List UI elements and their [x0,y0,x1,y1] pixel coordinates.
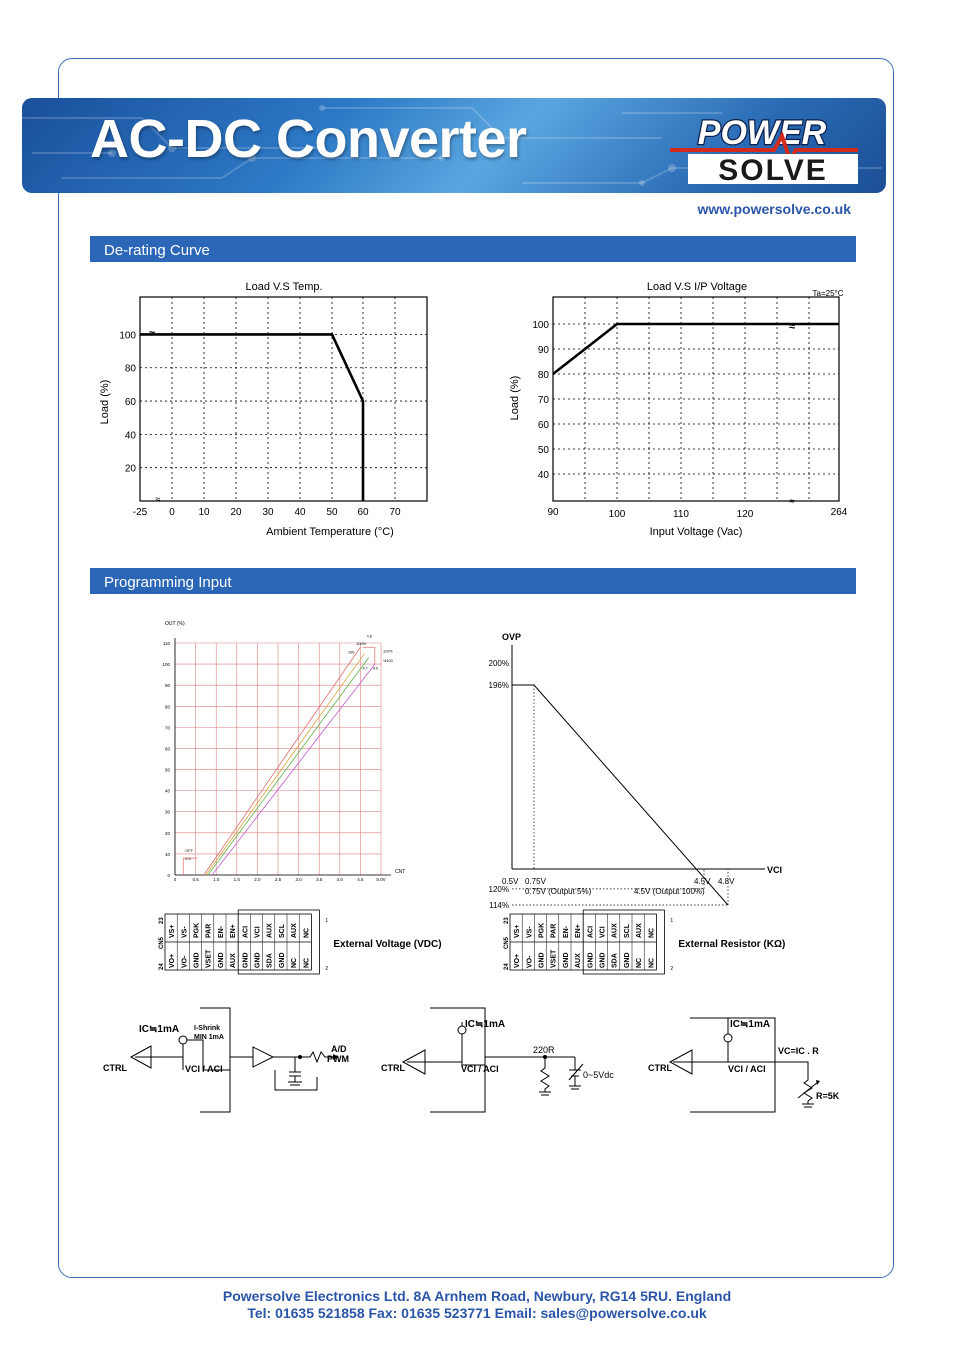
x-axis-label: VCI [767,865,783,875]
pin-label: AUX [611,923,619,938]
connector-external-voltage [155,908,475,978]
x-tick-label: 0.5 [192,877,199,882]
y-tick-label: 90 [537,345,549,356]
circuit-vci-label: VCI / ACI [728,1064,766,1074]
series-line [206,654,368,875]
y-tick-label: 60 [164,746,170,752]
y-tick-label: 60 [537,420,549,431]
y-tick-label: 50 [537,445,549,456]
pin-label: AUX [575,953,583,968]
y-tick-label: 40 [124,430,136,442]
pin-label: VSET [205,949,213,968]
series-line [140,334,363,501]
pin-label: VO- [526,955,534,968]
chart-load-vs-temp [90,270,470,560]
pin-label: AUX [291,923,299,938]
y-tick-label: 120% [488,884,509,894]
x-tick-label: 0 [173,877,177,882]
pin-label: VS+ [169,924,177,938]
x-tick-label: 120 [736,509,754,520]
powersolve-logo [662,108,862,186]
chart-output-vs-control [155,615,415,885]
axis-break-icon: ≈ [148,328,156,340]
logo-bottom-text: SOLVE [718,154,828,187]
x-tick-label: 2.0 [254,877,261,882]
connector-name: CN5 [504,936,510,949]
annotation: OFF [185,848,193,853]
x-tick-label: 4.8V [718,877,735,886]
website-link[interactable]: www.powersolve.co.uk [697,201,851,217]
connector-external-resistor [500,908,820,978]
pin-label: GND [623,952,631,968]
x-tick-label: 110 [673,509,689,520]
pin-label: VO- [181,955,189,968]
x-tick-label: 0 [169,507,175,518]
circuit-vci-label: VCI / ACI [185,1064,223,1074]
pin-label: PAR [550,923,558,938]
axis-break-icon: ≈ [789,496,795,506]
pin-number: 23 [159,917,165,924]
pin-label: VSET [550,949,558,968]
pin-label: EN- [562,925,570,938]
chart-annotation: Ta=25°C [812,289,844,298]
y-tick-label: 40 [164,788,170,794]
pin-label: GND [538,952,546,968]
pin-number: 23 [504,917,510,924]
x-tick-label: 1.0 [213,877,220,882]
x-note: 4.5V (Output 100%) [634,887,705,896]
x-tick-label: 0.5V [502,877,519,886]
x-tick-label: 1.5 [233,877,240,882]
annotation: 4.9 [372,666,379,671]
y-tick-label: 100 [162,662,170,668]
y-tick-label: 20 [164,830,170,836]
pin-label: SCL [623,924,631,938]
x-tick-label: 2.5 [274,877,282,882]
y-tick-label: 70 [537,395,549,406]
series-line [204,647,361,875]
y-tick-label: 100 [532,320,549,331]
pin-label: GND [254,952,262,968]
pin-number: 24 [159,963,165,970]
pin-number: 2 [325,966,329,972]
y-tick-label: 114% [489,901,509,911]
circuit-vci-label: VCI / ACI [461,1064,499,1074]
pin-label: GND [562,952,570,968]
x-axis-label: Input Voltage (Vac) [649,526,743,538]
y-tick-label: 80 [537,370,549,381]
pin-label: PGK [193,922,201,938]
x-axis-label: CNT [395,869,406,875]
circuit-external-resistor [640,1000,860,1120]
chart-load-vs-input-voltage [500,270,860,560]
circuit-ctrl-label: CTRL [103,1063,127,1073]
circuit-ctrl-label: CTRL [648,1063,672,1073]
pin-label: ACI [587,925,595,938]
section-programming-title: Programming Input [90,568,856,594]
pin-label: ACI [242,925,250,938]
y-tick-label: 0 [167,873,170,878]
pin-label: EN- [217,925,225,938]
circuit-voltage-source [375,1000,645,1120]
y-axis-label: Load (%) [99,379,111,425]
pin-label: VO+ [514,953,522,968]
pin-label: AUX [230,953,238,968]
connector-label: External Resistor (KΩ) [678,939,786,950]
pin-label: NC [303,927,311,938]
x-tick-label: 0.75V [525,877,546,886]
pin-label: VCI [599,926,607,938]
y-tick-label: 80 [124,363,136,375]
y-tick-label: 10 [164,851,170,857]
plot-frame [553,297,839,501]
pin-label: VS- [181,926,189,938]
pin-label: VCI [254,926,262,938]
y-axis-label: OUT (%) [165,621,185,627]
chart-title: Load V.S I/P Voltage [646,281,748,293]
y-tick-label: 70 [164,725,170,731]
series-line [512,685,728,905]
annotation: %100 [383,658,393,663]
x-tick-label: 4.5V [694,877,711,886]
footer-contact: Tel: 01635 521858 Fax: 01635 523771 Email: sales@powersolve.co.uk [247,1305,707,1321]
pin-label: GND [217,952,225,968]
circuit-resistor-label: R=5K [816,1091,840,1101]
circuit-note-2: MIN 1mA [194,1034,224,1041]
pin-label: EN+ [230,924,238,938]
annotation: 100% [356,642,366,647]
y-tick-label: 30 [164,809,170,815]
footer-address: Powersolve Electronics Ltd. 8A Arnhem Road, Newbury, RG14 5RU. England [222,1288,732,1304]
y-tick-label: 80 [164,704,170,710]
circuit-adc-pwm [95,1000,375,1120]
logo-top-text: POWER [697,114,827,152]
annotation: 105 [348,650,355,655]
axis-break-icon: ≈ [788,321,796,333]
circuit-voltage-label: 0~5Vdc [583,1070,614,1080]
circuit-ic-label: IC≒1mA [139,1024,180,1035]
y-tick-label: 60 [124,397,136,409]
circuit-formula-label: VC=IC . R [778,1046,819,1056]
pin-label: NC [303,957,311,968]
pin-label: NC [648,927,656,938]
pin-label: AUX [266,923,274,938]
chart-ovp-vs-vci [480,625,800,911]
pin-label: EN+ [575,924,583,938]
range-marker [362,647,374,664]
x-tick-label: -25 [132,507,148,518]
pin-label: SDA [611,953,619,968]
connector-name: CN5 [159,936,165,949]
annotation: 4.8 [366,634,372,639]
y-axis-label: Load (%) [509,375,521,421]
x-axis-label: Ambient Temperature (°C) [266,526,394,538]
x-note: 0.75V (Output 5%) [525,887,592,896]
section-derating-title: De-rating Curve [90,236,856,262]
x-tick-label: 3.0 [295,877,302,882]
annotation: 0.5 [185,857,191,862]
circuit-ic-label: IC≒1mA [465,1019,506,1030]
series-line [208,658,369,875]
x-tick-label: 40 [294,507,306,518]
x-tick-label: 30 [262,507,274,518]
x-tick-label: 5.0V [376,877,386,882]
pin-label: AUX [636,923,644,938]
pin-label: GND [278,952,286,968]
y-tick-label: 40 [537,470,549,481]
circuit-ctrl-label: CTRL [381,1063,405,1073]
x-tick-label: 3.5 [316,877,323,882]
x-tick-label: 4.0 [336,877,343,882]
x-tick-label: 20 [230,507,242,518]
pin-label: PAR [205,923,213,938]
y-tick-label: 200% [488,659,509,668]
y-tick-label: 20 [124,463,136,475]
y-tick-label: 100 [119,330,136,342]
x-tick-label: 10 [198,507,210,518]
circuit-out1-label: A/D [331,1044,347,1054]
pin-label: GND [599,952,607,968]
x-tick-label: 50 [326,507,338,518]
x-tick-label: 100 [608,509,626,520]
circuit-resistor-label: 220R [533,1045,555,1055]
chart-title: Load V.S Temp. [245,281,323,293]
pin-label: VO+ [169,953,177,968]
pin-label: SDA [266,953,274,968]
y-tick-label: 196% [488,681,509,690]
circuit-out2-label: PWM [327,1054,349,1064]
pin-number: 1 [670,918,674,924]
x-tick-label: 90 [547,507,559,518]
pin-label: NC [648,957,656,968]
pin-label: VS- [526,926,534,938]
y-tick-label: 50 [164,767,170,773]
x-tick-label: 264 [830,507,848,518]
plot-frame [140,297,427,501]
circuit-ic-label: IC≒1mA [730,1019,771,1030]
header-banner [22,98,886,193]
annotation: 110% [383,649,393,654]
y-tick-label: 110 [162,641,170,646]
pin-number: 2 [670,966,674,972]
page-title: AC-DC Converter [90,109,527,169]
pin-label: GND [193,952,201,968]
y-tick-label: 90 [164,683,170,689]
pin-label: NC [636,957,644,968]
connector-label: External Voltage (VDC) [333,939,442,950]
pin-label: GND [242,952,250,968]
pin-label: GND [587,952,595,968]
pin-label: PGK [538,922,546,938]
y-axis-label: OVP [502,632,522,642]
pin-label: SCL [278,924,286,938]
x-tick-label: 70 [389,507,401,518]
pin-number: 1 [325,918,329,924]
annotation: 4.7 [362,666,368,671]
x-tick-label: 60 [357,507,369,518]
pin-label: NC [291,957,299,968]
pin-label: VS+ [514,924,522,938]
x-tick-label: 4.5 [357,877,364,882]
pin-number: 24 [504,963,510,970]
series-line [553,324,839,374]
circuit-note-1: I-Shrink [194,1025,221,1032]
axis-break-icon: ≈ [155,494,161,504]
